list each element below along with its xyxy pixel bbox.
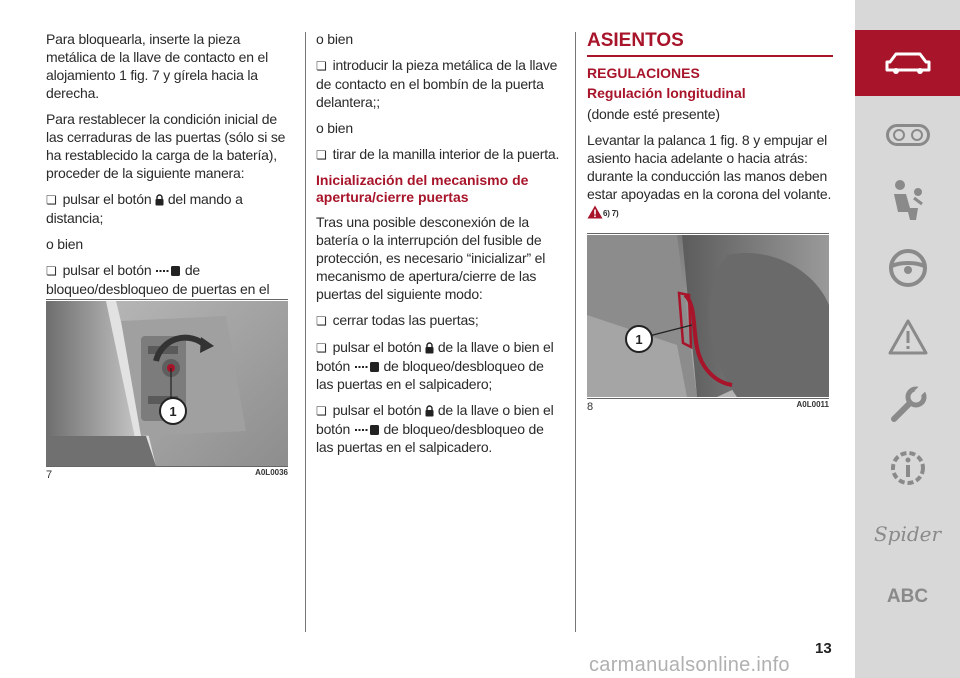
door-lock-illustration: [46, 301, 288, 466]
paragraph-seat-adjust: Levantar la palanca 1 fig. 8 y empujar el asiento hacia adelante o hacia atrás: durante la conducción las manos deben estar apoyadas en la corona del volante. 6) 7): [587, 132, 832, 218]
bullet-key-cylinder: ❏ introducir la pieza metálica de la llave de contacto en el bombín de la puerta delantera;;: [316, 56, 564, 111]
text-or: o bien: [316, 120, 353, 136]
page-number: 13: [815, 640, 832, 657]
sidebar-item-index[interactable]: ABC: [886, 586, 929, 607]
padlock-icon: [425, 405, 434, 417]
paragraph-restore: Para restablecer la condición inicial de las cerraduras de las puertas (sólo si se ha restablecido la carga de la batería), proceder de la siguiente manera:: [46, 111, 286, 181]
paragraph-initialization: Tras una posible desconexión de la batería o la interrupción del fusible de protección, es necesario “inicializar” el mecanismo de apertura/cierre de las puertas del siguiente modo:: [316, 214, 546, 302]
figure-7: [46, 299, 288, 484]
sidebar-item-maintenance[interactable]: [855, 378, 960, 432]
seat-person-icon: [888, 178, 928, 222]
figure-number: 7: [46, 469, 53, 481]
column-2: [316, 30, 564, 464]
section-title: REGULACIONES: [587, 65, 700, 81]
watermark: carmanualsonline.info: [589, 654, 790, 676]
subsection-title: Regulación longitudinal: [587, 85, 746, 101]
column-1: [46, 30, 294, 324]
door-lock-button-icon: [354, 361, 380, 373]
figure-number: 8: [587, 401, 594, 413]
paragraph-lock: Para bloquearla, inserte la pieza metálica de la llave de contacto en el alojamiento 1 fig. 7 y gírela hacia la derecha.: [46, 31, 268, 101]
bullet-press-key-button: ❏ pulsar el botón de la llave o bien el botón de bloqueo/desbloqueo de las puertas en el salpicadero;: [316, 338, 564, 393]
column-divider: [305, 32, 306, 632]
figure-bottom-rule: [46, 466, 288, 467]
warning-triangle-icon: [587, 205, 603, 219]
sidebar-item-technical[interactable]: [855, 440, 960, 496]
dashboard-icon: [886, 124, 930, 146]
chapter-sidebar: [855, 0, 960, 678]
bullet-inner-handle: ❏ tirar de la manilla interior de la puerta.: [316, 145, 564, 164]
figure-code: A0L0011: [796, 400, 829, 409]
figure-8: [587, 233, 829, 411]
seat-lever-illustration: [587, 235, 829, 397]
text-or: o bien: [46, 236, 83, 252]
steering-wheel-icon: [888, 248, 928, 288]
door-lock-button-icon: [155, 265, 181, 277]
bullet-close-doors: ❏ cerrar todas las puertas;: [316, 311, 564, 330]
sidebar-item-driving[interactable]: [855, 240, 960, 296]
heading-initialization: Inicialización del mecanismo de apertura/cierre puertas: [316, 172, 529, 205]
bullet-dashboard-button: ❏ pulsar el botón de bloqueo/desbloqueo de puertas en el: [46, 261, 294, 316]
column-3: [587, 30, 833, 231]
figure-top-rule: [587, 233, 829, 234]
padlock-icon: [425, 342, 434, 354]
sidebar-item-car[interactable]: [855, 30, 960, 96]
padlock-icon: [155, 194, 164, 206]
bullet-press-key-button-2: ❏ pulsar el botón de la llave o bien el botón de bloqueo/desbloqueo de las puertas en el salpicadero.: [316, 401, 564, 456]
info-gear-icon: [887, 447, 929, 489]
column-divider: [575, 32, 576, 632]
car-icon: [884, 50, 932, 76]
sidebar-item-spider[interactable]: Spider: [873, 522, 942, 546]
text-or: o bien: [316, 31, 353, 47]
callout-1: 1: [625, 325, 653, 353]
note-presence: (donde esté presente): [587, 106, 720, 122]
callout-1: 1: [159, 397, 187, 425]
bullet-remote-button: ❏ pulsar el botón del mando a distancia;: [46, 190, 294, 227]
wrench-icon: [888, 385, 928, 425]
warning-references: 6) 7): [603, 209, 619, 218]
warning-triangle-icon: [887, 318, 929, 356]
figure-code: A0L0036: [255, 468, 288, 477]
sidebar-item-safety[interactable]: [855, 172, 960, 228]
door-lock-button-icon: [354, 424, 380, 436]
figure-bottom-rule: [587, 398, 829, 399]
figure-top-rule: [46, 299, 288, 300]
sidebar-item-dashboard[interactable]: [855, 110, 960, 160]
sidebar-item-emergency[interactable]: [855, 310, 960, 364]
chapter-title: ASIENTOS: [587, 30, 833, 57]
